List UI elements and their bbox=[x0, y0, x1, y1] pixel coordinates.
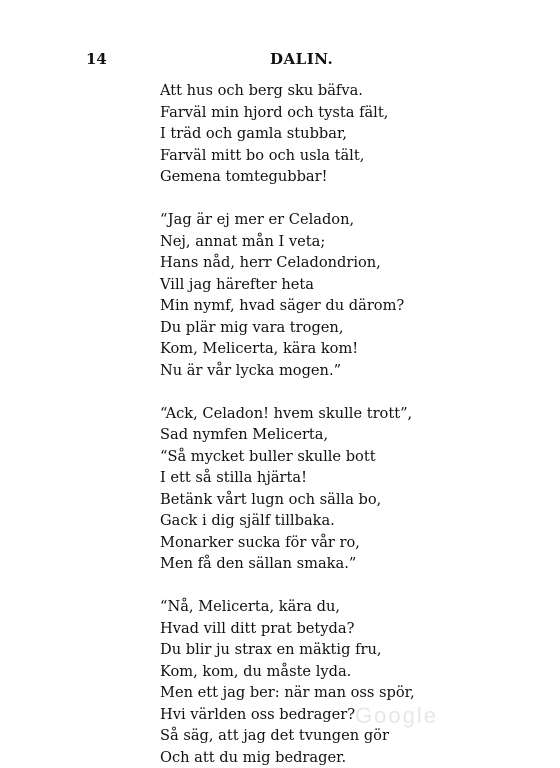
poem-line: Men ett jag ber: när man oss spör, bbox=[160, 682, 450, 704]
watermark: Google bbox=[355, 703, 438, 729]
poem-line: Så säg, att jag det tvungen gör bbox=[160, 725, 450, 747]
stanza-4 bbox=[160, 596, 450, 768]
poem-line: Kom, Melicerta, kära kom! bbox=[160, 338, 450, 360]
poem-line: “Jag är ej mer er Celadon, bbox=[160, 209, 450, 231]
poem-line: I ett så stilla hjärta! bbox=[160, 467, 450, 489]
stanza-2 bbox=[160, 209, 450, 381]
poem-line: Min nymf, hvad säger du därom? bbox=[160, 295, 450, 317]
poem-line: Kom, kom, du måste lyda. bbox=[160, 661, 450, 683]
poem-line: Nu är vår lycka mogen.” bbox=[160, 360, 450, 382]
poem-line: Du plär mig vara trogen, bbox=[160, 317, 450, 339]
poem-line: Monarker sucka för vår ro, bbox=[160, 532, 450, 554]
poem-line: Och att du mig bedrager. bbox=[160, 747, 450, 768]
poem-line: Nej, annat mån I veta; bbox=[160, 231, 450, 253]
poem-line: Hvi världen oss bedrager? bbox=[160, 704, 450, 726]
poem-line: Hans nåd, herr Celadondrion, bbox=[160, 252, 450, 274]
poem-line: I träd och gamla stubbar, bbox=[160, 123, 450, 145]
page-header bbox=[86, 50, 426, 70]
page-number: 14 bbox=[86, 50, 107, 68]
poem-line: Betänk vårt lugn och sälla bo, bbox=[160, 489, 450, 511]
poem-line: Gemena tomtegubbar! bbox=[160, 166, 450, 188]
poem-line: Hvad vill ditt prat betyda? bbox=[160, 618, 450, 640]
poem-line: “Ack, Celadon! hvem skulle trott”, bbox=[160, 403, 450, 425]
running-head: DALIN. bbox=[270, 50, 333, 68]
stanza-1 bbox=[160, 80, 450, 188]
poem-line: “Så mycket buller skulle bott bbox=[160, 446, 450, 468]
poem-body bbox=[160, 80, 450, 768]
poem-line: Vill jag härefter heta bbox=[160, 274, 450, 296]
poem-line: “Nå, Melicerta, kära du, bbox=[160, 596, 450, 618]
poem-line: Du blir ju strax en mäktig fru, bbox=[160, 639, 450, 661]
poem-line: Farväl min hjord och tysta fält, bbox=[160, 102, 450, 124]
poem-line: Gack i dig själf tillbaka. bbox=[160, 510, 450, 532]
poem-line: Men få den sällan smaka.” bbox=[160, 553, 450, 575]
poem-line: Att hus och berg sku bäfva. bbox=[160, 80, 450, 102]
stanza-3 bbox=[160, 403, 450, 575]
poem-line: Farväl mitt bo och usla tält, bbox=[160, 145, 450, 167]
poem-line: Sad nymfen Melicerta, bbox=[160, 424, 450, 446]
